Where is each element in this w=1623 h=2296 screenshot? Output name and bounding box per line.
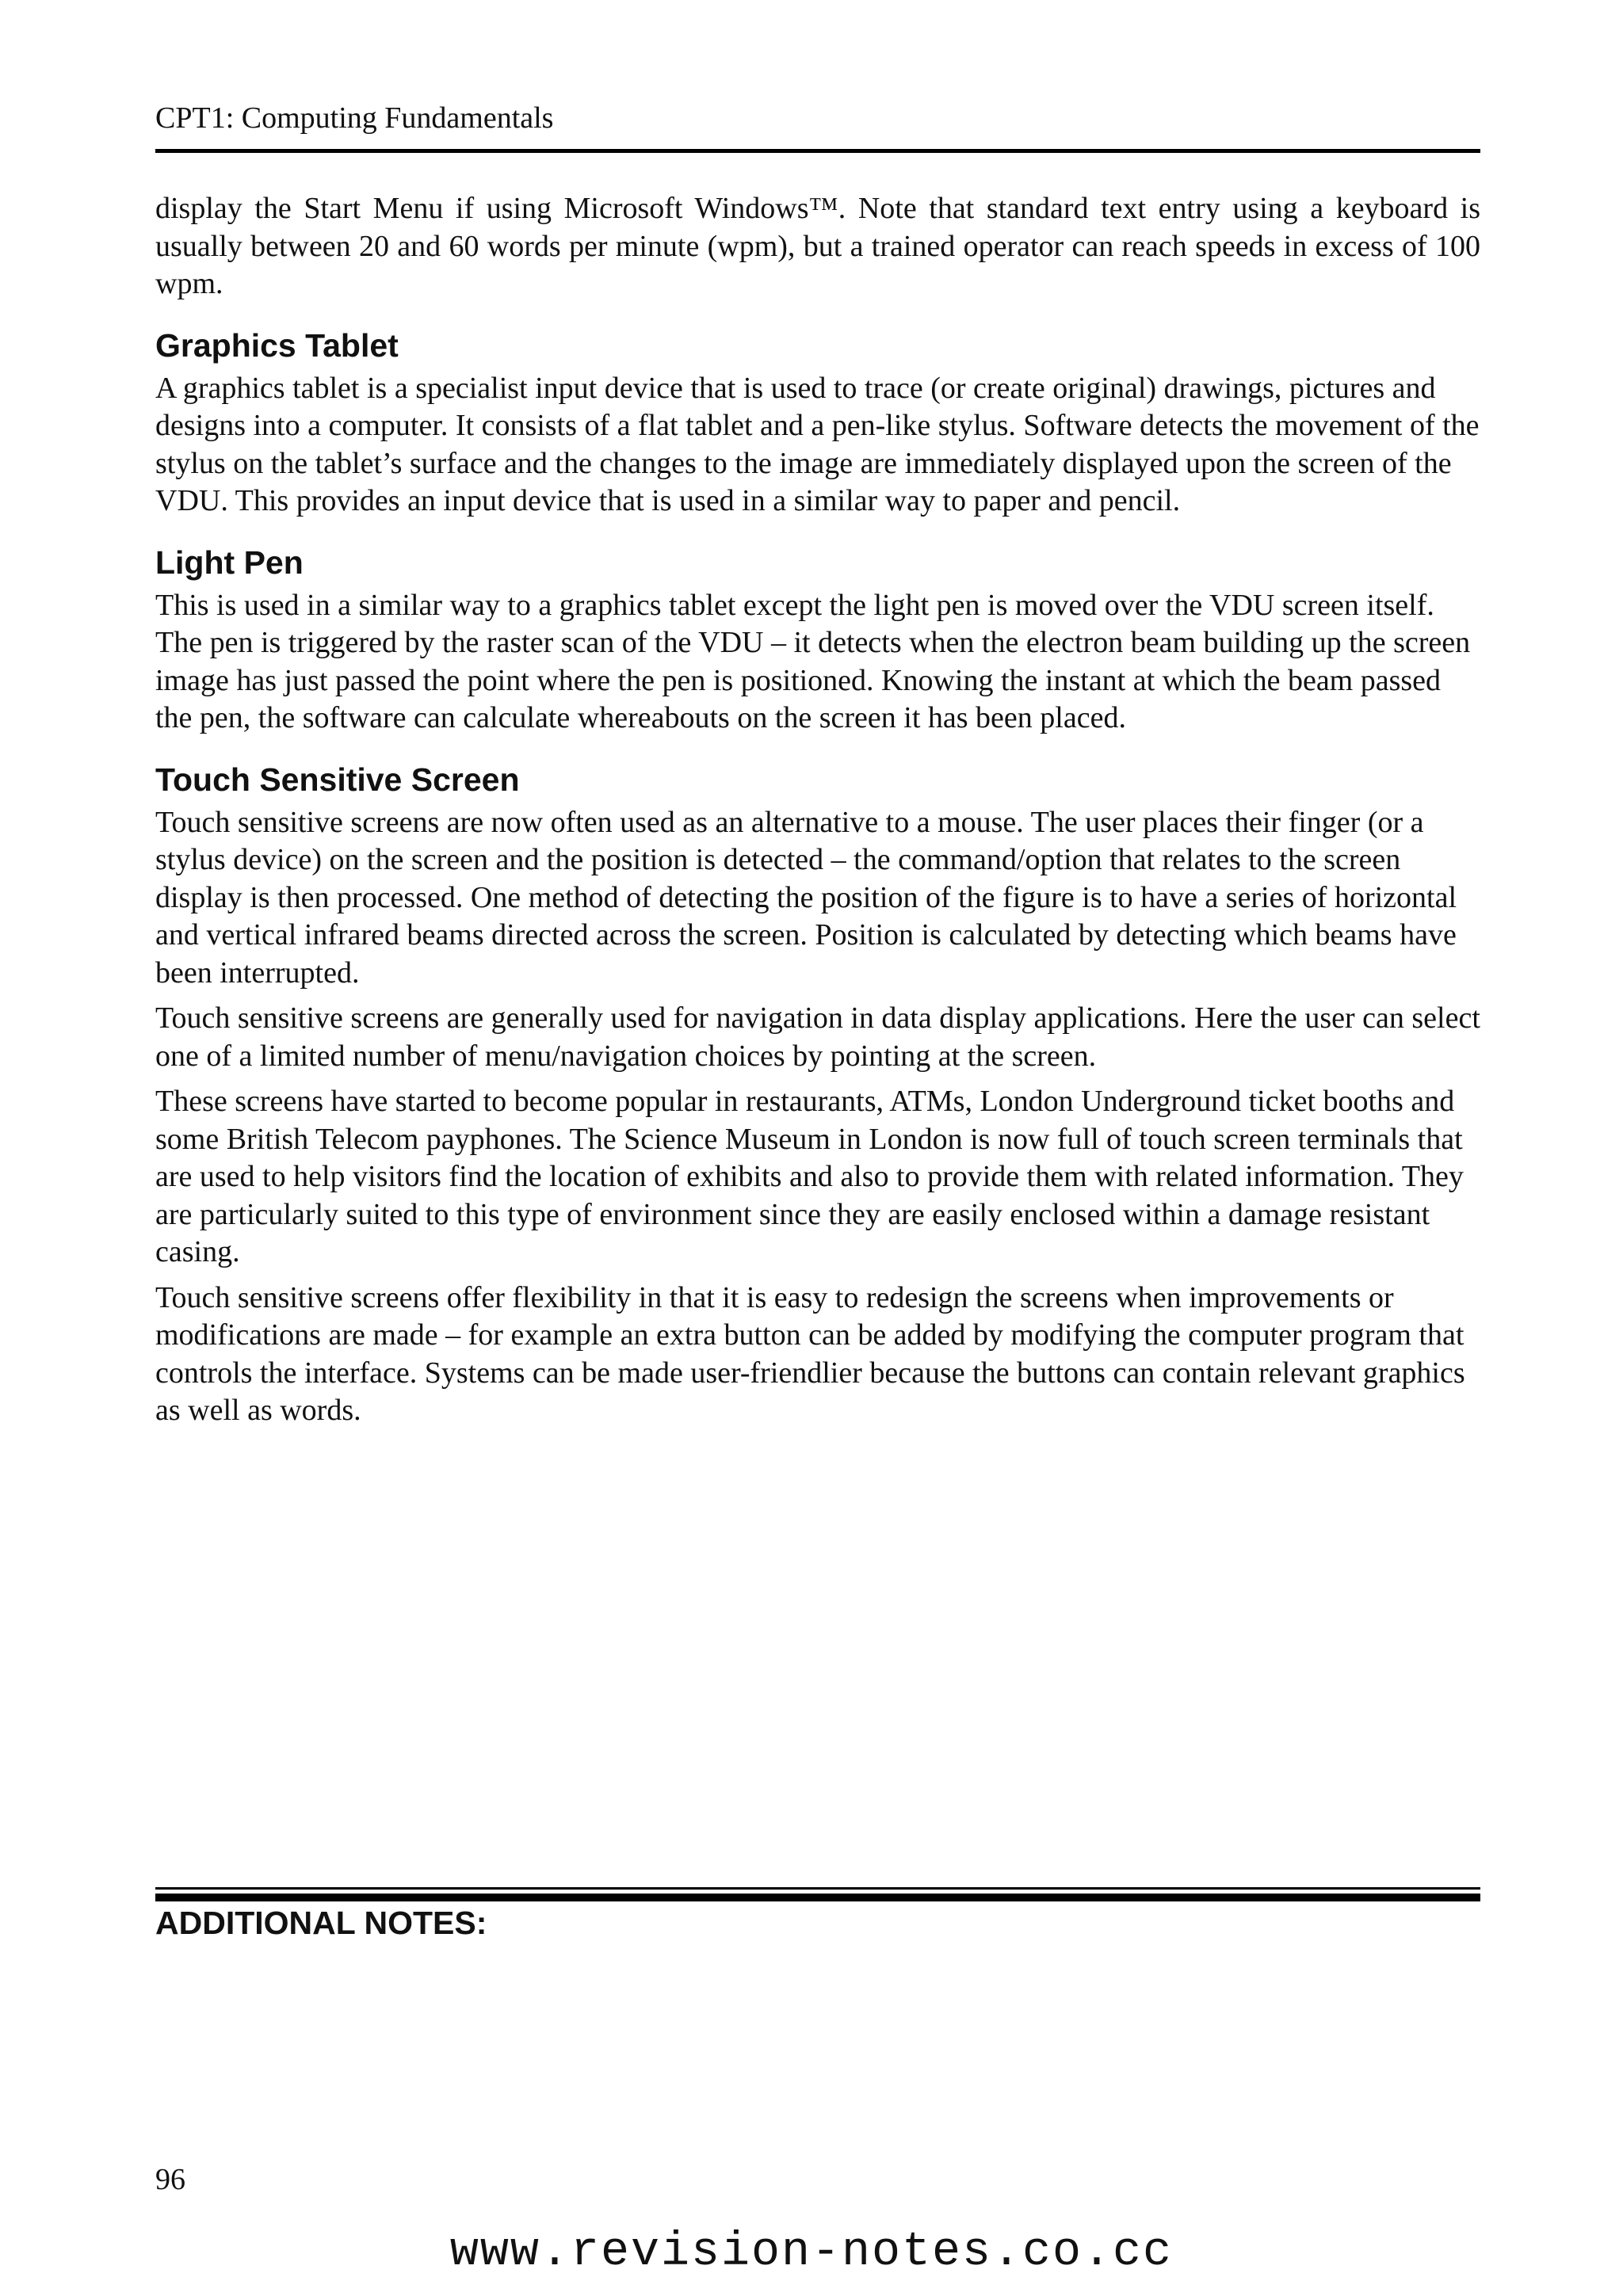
section-heading-light-pen: Light Pen: [155, 543, 304, 581]
section-heading-graphics-tablet: Graphics Tablet: [155, 326, 399, 364]
intro-paragraph: display the Start Menu if using Microsoft Windows™. Note that standard text entry using a keyboard is usually between 20 and 60 words per minute (wpm), but a trained operator can reach speeds in excess of 100 wpm.: [155, 192, 1480, 300]
additional-notes-heading: ADDITIONAL NOTES:: [155, 1905, 487, 1941]
running-header: CPT1: Computing Fundamentals: [155, 101, 554, 135]
notes-rule-thick: [155, 1894, 1480, 1901]
paragraph-touch-screen-1: Touch sensitive screens are now often used as an alternative to a mouse. The user places their finger (or a stylus device) on the screen and the position is detected – the command/option that relates to the screen display is then processed. One method of detecting the position of the figure is to have a series of horizontal and vertical infrared beams directed across the screen. Position is calculated by detecting which beams have been interrupted.: [155, 805, 1457, 990]
footer-url: www.revision-notes.co.cc: [449, 2225, 1174, 2279]
section-heading-touch-sensitive-screen: Touch Sensitive Screen: [155, 761, 520, 798]
paragraph-graphics-tablet: A graphics tablet is a specialist input device that is used to trace (or create original) drawings, pictures and designs into a computer. It consists of a flat tablet and a pen-like stylus. Software detects the movement of the stylus on the tablet’s surface and the changes to the image are immediately displayed upon the screen of the VDU. This provides an input device that is used in a similar way to paper and pencil.: [155, 371, 1480, 517]
notes-rule-thin: [155, 1887, 1480, 1890]
paragraph-touch-screen-4: Touch sensitive screens offer flexibility in that it is easy to redesign the screens when improvements or modifications are made – for example an extra button can be added by modifying the computer program that controls the interface. Systems can be made user-friendlier because the buttons can contain relevant graphics as well as words.: [155, 1280, 1465, 1427]
header-rule: [155, 149, 1480, 153]
paragraph-touch-screen-3: These screens have started to become popular in restaurants, ATMs, London Underground ticket booths and some British Telecom payphones. The Science Museum in London is now full of touch screen terminals that are used to help visitors find the location of exhibits and also to provide them with related information. They are particularly suited to this type of environment since they are easily enclosed within a damage resistant casing.: [155, 1085, 1464, 1268]
paragraph-light-pen: This is used in a similar way to a graphics tablet except the light pen is moved over the VDU screen itself. The pen is triggered by the raster scan of the VDU – it detects when the electron beam building up the screen image has just passed the point where the pen is positioned. Knowing the instant at which the beam passed the pen, the software can calculate whereabouts on the screen it has been placed.: [155, 588, 1471, 734]
page-content: [155, 190, 1480, 1438]
page-number: 96: [155, 2163, 185, 2196]
paragraph-touch-screen-2: Touch sensitive screens are generally used for navigation in data display applications. Here the user can select one of a limited number of menu/navigation choices by pointing at the screen.: [155, 1001, 1480, 1073]
